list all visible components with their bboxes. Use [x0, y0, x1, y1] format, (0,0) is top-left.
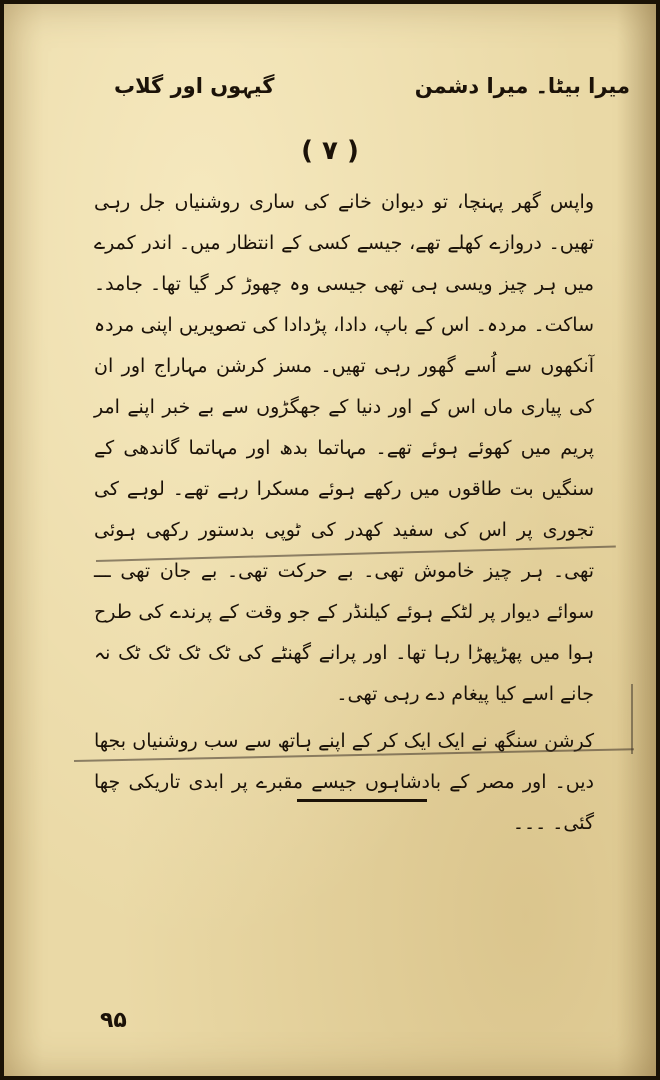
- running-header: [114, 66, 630, 106]
- section-end-rule: [297, 799, 427, 802]
- page-number: ۹۵: [100, 1008, 127, 1033]
- story-title: گیہوں اور گلاب: [114, 74, 275, 98]
- book-page: [4, 4, 656, 1076]
- body-text: [94, 182, 594, 844]
- chapter-number: ( ۷ ): [301, 136, 359, 166]
- book-title: میرا بیٹا۔ میرا دشمن: [414, 74, 630, 98]
- pencil-margin-mark: [631, 684, 633, 754]
- paragraph: واپس گھر پہنچا، تو دیوان خانے کی ساری روشنیاں جل رہی تھیں۔ دروازے کھلے تھے، جیسے کسی کے انتظار میں۔ اندر کمرے میں ہر چیز ویسی ہی تھی جیسی وہ چھوڑ کر گیا تھا۔ جامد۔ ساکت۔ مردہ۔ اس کے باپ، دادا، پڑدادا کی تصویریں اپنی مردہ آنکھوں سے اُسے گھور رہی تھیں۔ مسز کرشن مہاراج اور ان کی پیاری ماں اس کے اور دنیا کے جھگڑوں سے بے خبر اپنے امر پریم میں کھوئے ہوئے تھے۔ مہاتما بدھ اور مہاتما گاندھی کے سنگیں بت طاقوں میں رکھے ہوئے مسکرا رہے تھے۔ لوہے کی تجوری پر اس کی سفید کھدر کی ٹوپی بدستور رکھی ہوئی تھی۔ ہر چیز خاموش تھی۔ بے حرکت تھی۔ بے جان تھی ـــ سوائے دیوار پر لٹکے ہوئے کیلنڈر کے جو وقت کے پرندے کی طرح ہوا میں پھڑپھڑا رہا تھا۔ اور پرانے گھنٹے کی ٹک ٹک ٹک ٹک نہ جانے اسے کیا پیغام دے رہی تھی۔: [94, 191, 594, 705]
- paragraph: کرشن سنگھ نے ایک ایک کر کے اپنے ہاتھ سے سب روشنیاں بجھا دیں۔ اور مصر کے بادشاہوں جیسے مقبرے پر ابدی تاریکی چھا گئی۔ ۔۔۔: [94, 730, 594, 834]
